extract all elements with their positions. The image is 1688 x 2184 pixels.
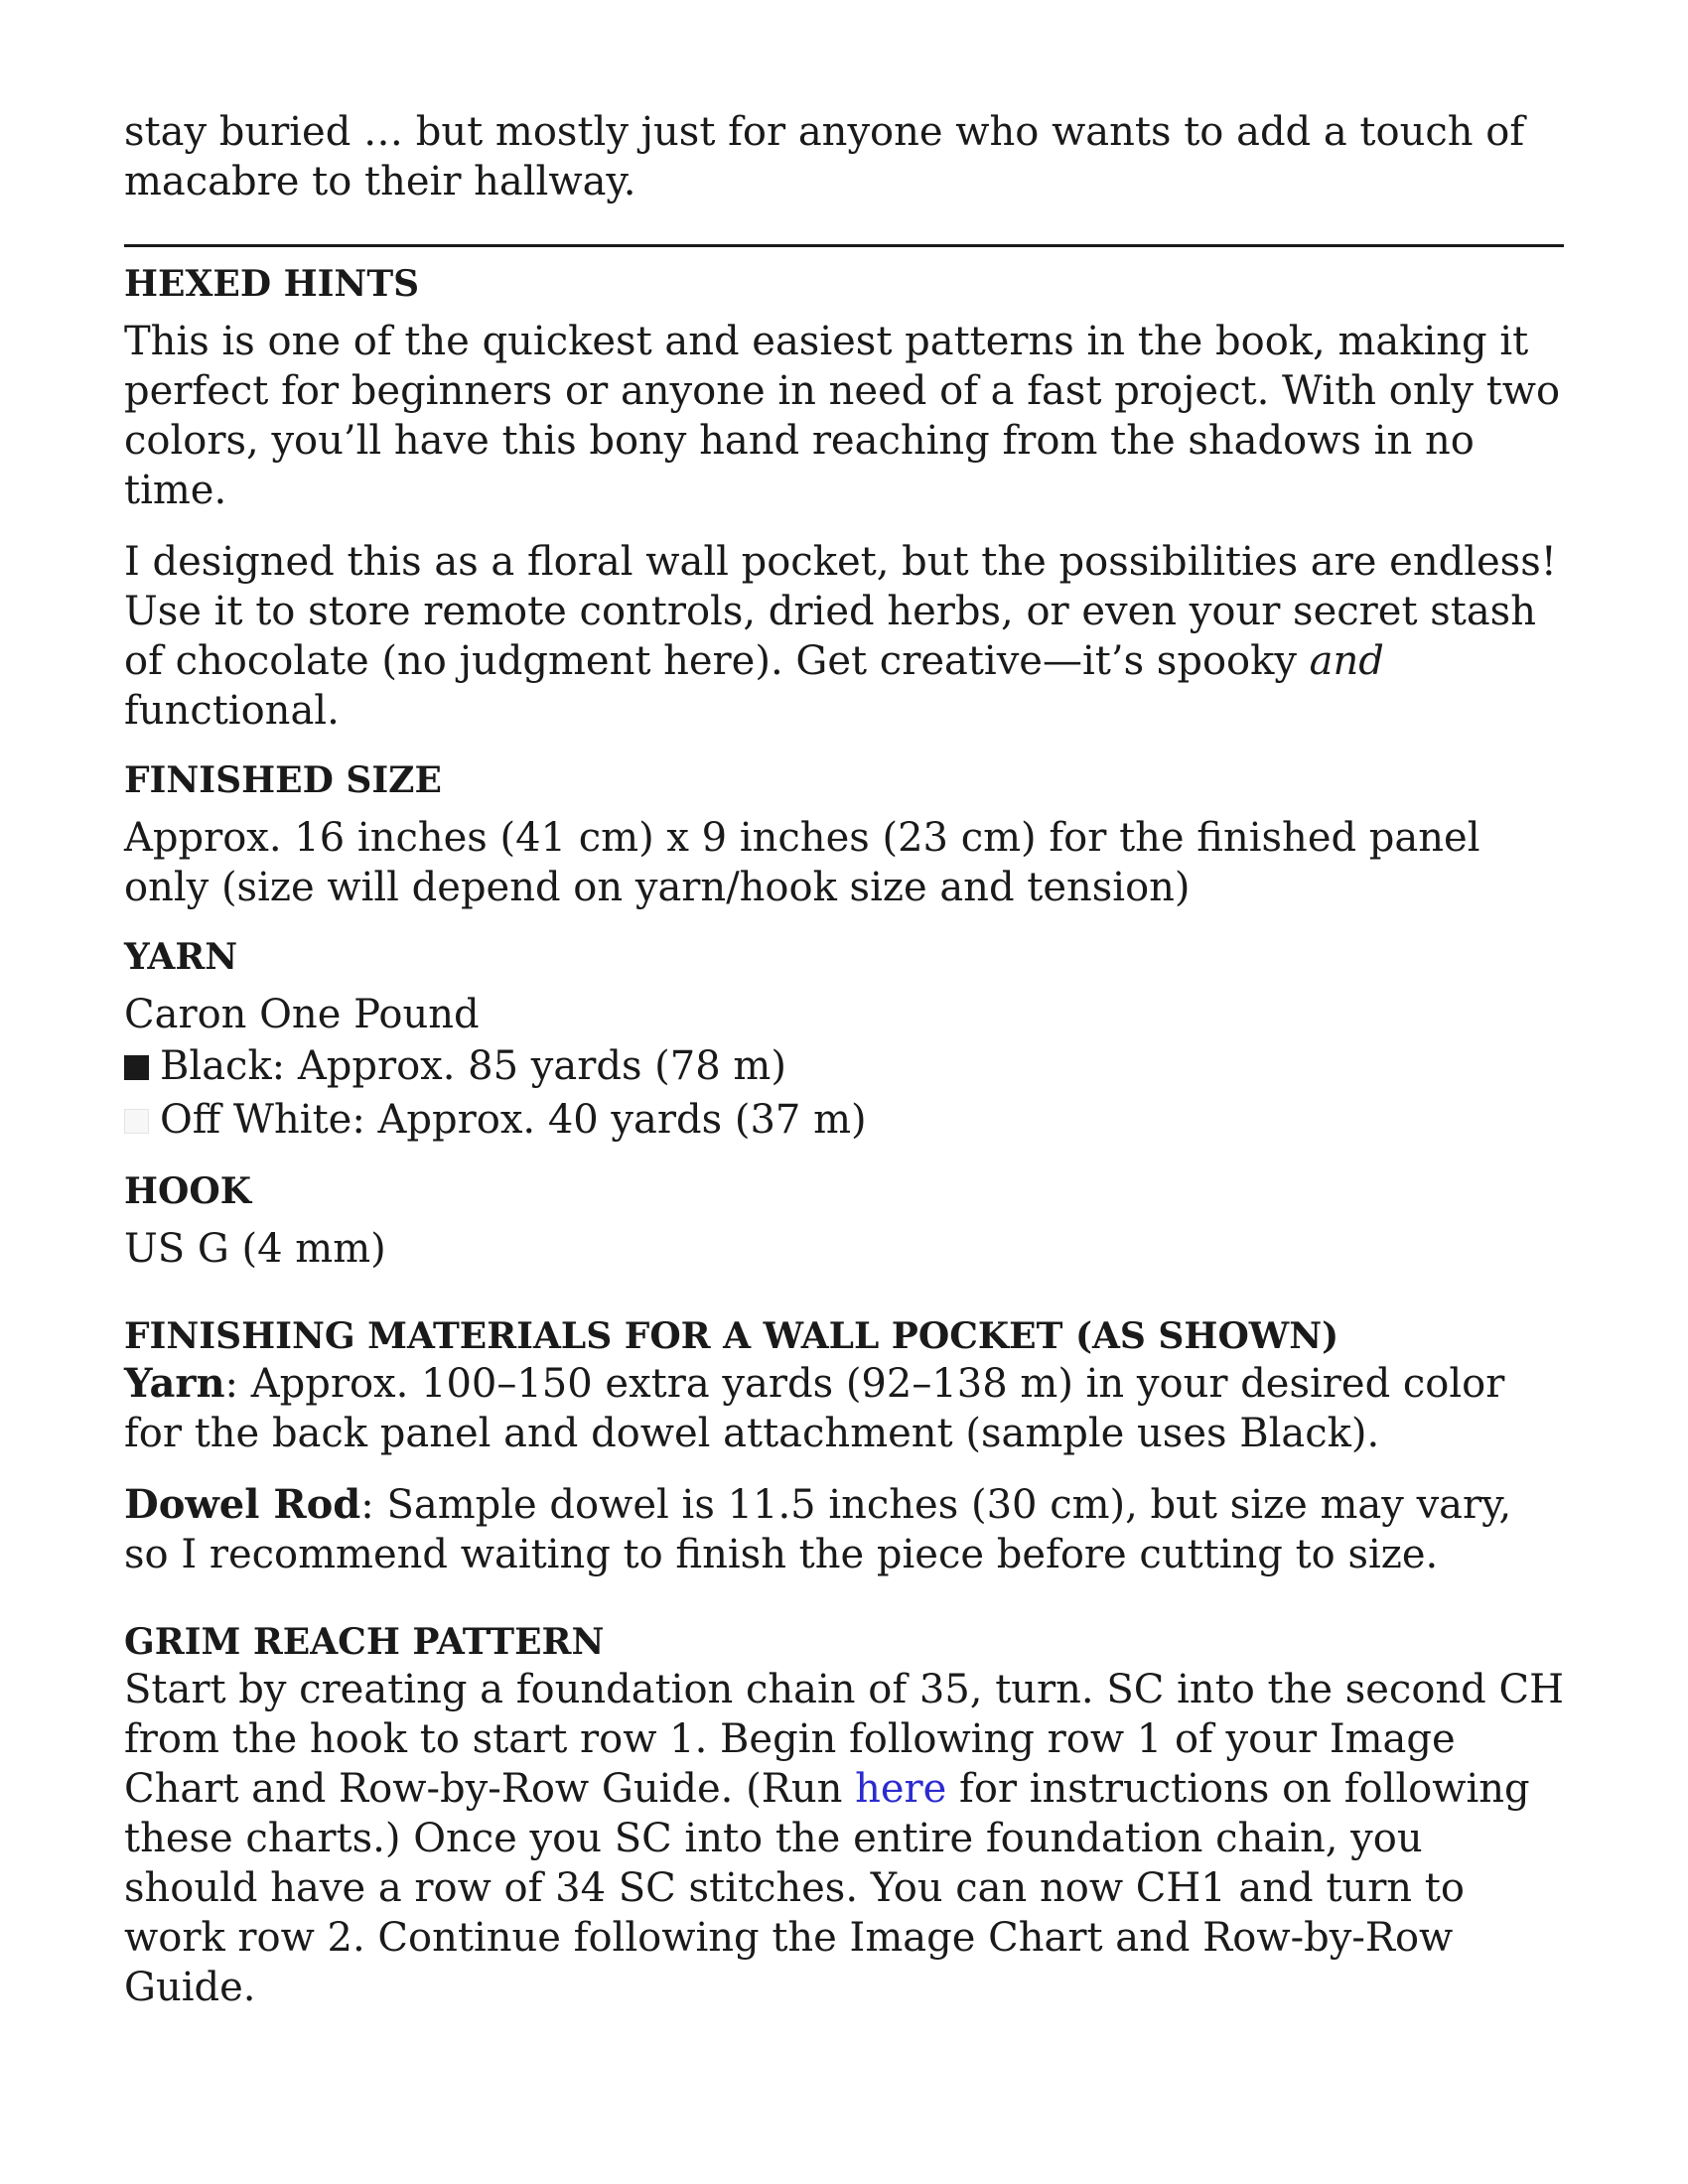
finishing-heading: FINISHING MATERIALS FOR A WALL POCKET (AS SHOWN) xyxy=(124,1315,1339,1357)
black-swatch-icon xyxy=(124,1055,149,1080)
finished-size-text: Approx. 16 inches (41 cm) x 9 inches (23 cm) for the finished panel only (size will depend on yarn/hook size and tension) xyxy=(124,815,1480,910)
hexed-hints-heading: HEXED HINTS xyxy=(124,263,420,305)
finishing-yarn-label: Yarn xyxy=(124,1360,225,1407)
finishing-yarn-text: : Approx. 100–150 extra yards (92–138 m) in your desired color for the back panel and dowel attachment (sample uses Black). xyxy=(124,1361,1505,1456)
yarn-color-black xyxy=(124,1039,1564,1093)
off-white-swatch-icon xyxy=(124,1109,149,1134)
section-divider xyxy=(124,244,1564,247)
hexed-hints-p2-emphasis: and xyxy=(1309,638,1384,684)
yarn-color-black-label: Black: Approx. 85 yards (78 m) xyxy=(160,1043,786,1089)
yarn-color-offwhite xyxy=(124,1093,1564,1147)
finishing-yarn-paragraph xyxy=(124,1359,1564,1458)
document-page xyxy=(124,107,1564,2012)
grim-reach-paragraph xyxy=(124,1665,1564,2012)
grim-reach-text: Start by creating a foundation chain of 35, turn. SC into the second CH from the hook to start row 1. Begin following row 1 of your Image Chart and Row-by-Row Guide. (Run xyxy=(124,1667,1564,1812)
hexed-hints-paragraph-2 xyxy=(124,537,1564,736)
hexed-hints-p2-text: I designed this as a floral wall pocket, but the possibilities are endless! Use it to store remote controls, dried herbs, or even your secret stash of chocolate (no judgment here). Get creative—it’s spooky xyxy=(124,539,1557,684)
finishing-dowel-label: Dowel Rod xyxy=(124,1481,361,1528)
yarn-heading: YARN xyxy=(124,936,238,978)
hexed-hints-p2-end: functional. xyxy=(124,688,340,734)
finished-size-heading: FINISHED SIZE xyxy=(124,759,442,801)
charts-instructions-link[interactable]: here xyxy=(855,1766,947,1812)
intro-paragraph: stay buried … but mostly just for anyone who wants to add a touch of macabre to their hallway. xyxy=(124,109,1525,205)
yarn-brand: Caron One Pound xyxy=(124,992,480,1037)
yarn-color-offwhite-label: Off White: Approx. 40 yards (37 m) xyxy=(160,1097,867,1143)
grim-reach-heading: GRIM REACH PATTERN xyxy=(124,1621,605,1663)
grim-reach-text-end: for instructions on following these charts.) Once you SC into the entire foundation chain, you should have a row of 34 SC stitches. You can now CH1 and turn to work row 2. Continue following the Image Chart and Row-by-Row Guide. xyxy=(124,1766,1530,2010)
hook-text: US G (4 mm) xyxy=(124,1226,386,1272)
finishing-dowel-paragraph xyxy=(124,1480,1564,1579)
finishing-dowel-text: : Sample dowel is 11.5 inches (30 cm), but size may vary, so I recommend waiting to finish the piece before cutting to size. xyxy=(124,1482,1512,1577)
hexed-hints-paragraph-1: This is one of the quickest and easiest patterns in the book, making it perfect for beginners or anyone in need of a fast project. With only two colors, you’ll have this bony hand reaching from the shadows in no time. xyxy=(124,319,1561,513)
hook-heading: HOOK xyxy=(124,1170,252,1212)
